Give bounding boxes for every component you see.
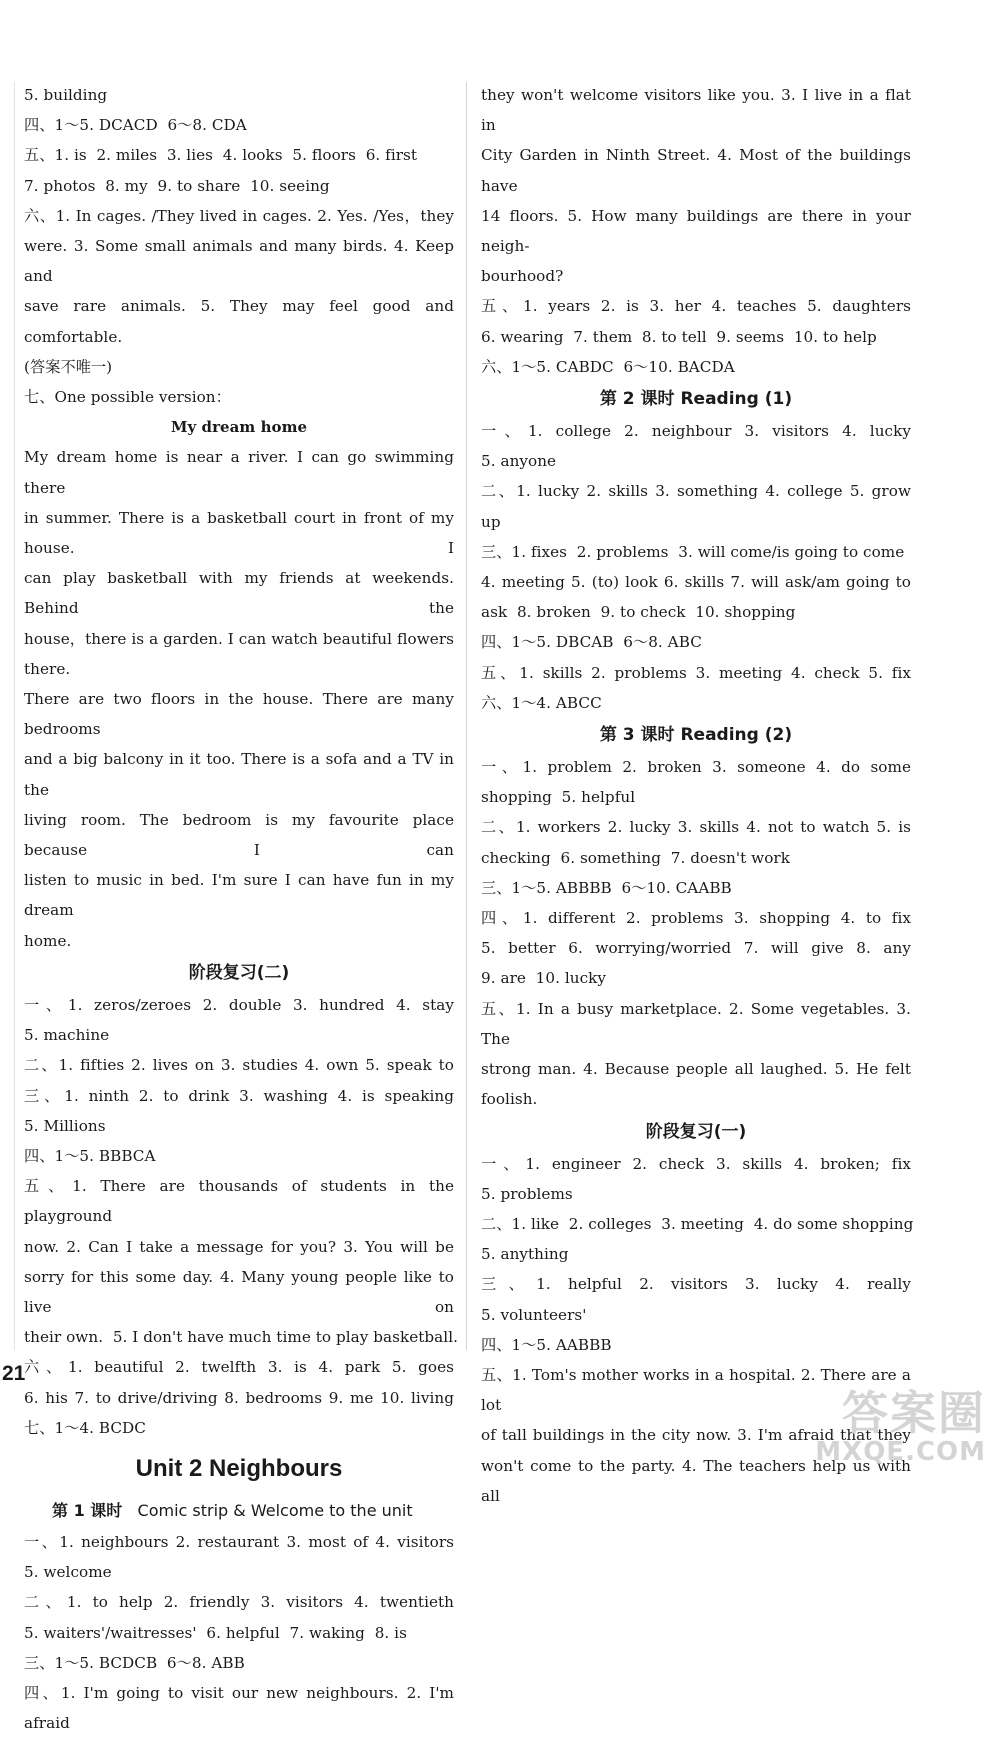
answer-line: bourhood? (481, 267, 564, 286)
answer-line: 三、1～5. ABBBB 6～10. CAABB (481, 878, 732, 897)
answer-line: 二、1. to help 2. friendly 3. visitors 4. twentieth (24, 1593, 454, 1612)
answer-line: shopping 5. helpful (481, 788, 636, 807)
unit-title: Unit 2 Neighbours (135, 1454, 343, 1482)
answer-line: 6. wearing 7. them 8. to tell 9. seems 10. to help (481, 327, 877, 346)
watermark-logo-text: 答案圈 (842, 1386, 986, 1440)
answer-line: 5. problems (481, 1184, 573, 1203)
page-number: 21 (2, 1362, 26, 1385)
answer-line: 5. anything (481, 1245, 569, 1264)
answer-line: 三、1. fixes 2. problems 3. will come/is going to come (481, 542, 905, 561)
answer-line: 5. anyone (481, 452, 557, 471)
answer-line: sorry for this some day. 4. Many young people like to live on (24, 1267, 454, 1316)
answer-line: home. (24, 931, 72, 950)
answer-line: 二、1. workers 2. lucky 3. skills 4. not to watch 5. is (481, 818, 911, 837)
lesson-heading (24, 1495, 454, 1527)
answer-line: now. 2. Can I take a message for you? 3. You will be (24, 1237, 454, 1256)
answer-line: 四、1～5. DBCAB 6～8. ABC (481, 633, 702, 652)
left-answer-column (24, 80, 458, 1738)
answer-line: 一、1. zeros/zeroes 2. double 3. hundred 4. stay (24, 995, 454, 1014)
section-heading: 第 2 课时 Reading (1) (599, 389, 793, 410)
answer-line: 二、1. like 2. colleges 3. meeting 4. do some shopping (481, 1214, 914, 1233)
answer-line: 四、1. I'm going to visit our new neighbours. 2. I'm afraid (24, 1683, 454, 1733)
answer-line: strong man. 4. Because people all laughed. 5. He felt (481, 1060, 911, 1079)
answer-line: can play basketball with my friends at weekends. Behind the (24, 569, 454, 618)
answer-line: 六、1～4. ABCC (481, 693, 602, 712)
answer-line: 四、1. different 2. problems 3. shopping 4. to fix (481, 909, 911, 928)
answer-line: 二、1. lucky 2. skills 3. something 4. college 5. grow (481, 482, 911, 501)
answer-line: (答案不唯一) (24, 357, 113, 376)
answer-line: 二、1. fifties 2. lives on 3. studies 4. own 5. speak to (24, 1056, 454, 1075)
site-watermark (815, 1388, 986, 1466)
answer-line: 五、1. Tom's mother works in a hospital. 2. There are a lot (481, 1365, 911, 1415)
answer-line: 9. are 10. lucky (481, 969, 607, 988)
answer-line: and a big balcony in it too. There is a sofa and a TV in the (24, 750, 454, 799)
answer-line: 三、1. helpful 2. visitors 3. lucky 4. really (481, 1275, 911, 1294)
answer-line: City Garden in Ninth Street. 4. Most of the buildings have (481, 146, 911, 195)
answer-line: in summer. There is a basketball court in front of my house. I (24, 508, 454, 558)
lesson-subtitle: Comic strip & Welcome to the unit (137, 1500, 413, 1520)
answer-line: 七、1～4. BCDC (24, 1418, 146, 1437)
answer-line: 5. building (24, 86, 108, 104)
answer-line: 三、1. ninth 2. to drink 3. washing 4. is speaking (24, 1086, 454, 1105)
answer-line: 14 floors. 5. How many buildings are there in your neigh- (481, 206, 911, 256)
answer-line: 5. volunteers' (481, 1305, 587, 1324)
answer-line: 5. welcome (24, 1563, 112, 1582)
answer-line: 一、1. college 2. neighbour 3. visitors 4. lucky (481, 422, 911, 441)
answer-line: their own. 5. I don't have much time to play basketball. (24, 1328, 458, 1347)
answer-line: 一、1. engineer 2. check 3. skills 4. broken; fix (481, 1154, 911, 1173)
column-divider (466, 82, 467, 1350)
answer-line: listen to music in bed. I'm sure I can have fun in my dream (24, 871, 454, 920)
answer-line: up (481, 512, 501, 531)
answer-line: 6. his 7. to drive/driving 8. bedrooms 9. me 10. living (24, 1388, 454, 1407)
answer-line: My dream home is near a river. I can go swimming there (24, 448, 454, 497)
answer-line: 六、1～5. CABDC 6～10. BACDA (481, 357, 735, 376)
answer-line: 四、1～5. BBBCA (24, 1146, 156, 1165)
answer-line: 三、1～5. BCDCB 6～8. ABB (24, 1653, 245, 1672)
answer-line: 五、1. is 2. miles 3. lies 4. looks 5. floors 6. first (24, 146, 418, 165)
answer-line: 5. waiters'/waitresses' 6. helpful 7. waking 8. is (24, 1623, 407, 1642)
answer-line: 5. Millions (24, 1116, 106, 1135)
left-margin-rule (14, 82, 15, 1350)
answer-line: 一、1. neighbours 2. restaurant 3. most of 4. visitors (24, 1532, 454, 1551)
answer-line: 五、1. In a busy marketplace. 2. Some vegetables. 3. The (481, 999, 911, 1048)
answer-line: 六、1. beautiful 2. twelfth 3. is 4. park 5. goes (24, 1358, 454, 1377)
answer-line: 5. better 6. worrying/worried 7. will give 8. any (481, 939, 911, 958)
answer-line: won't come to the party. 4. The teachers help us with all (481, 1456, 911, 1505)
answer-line: they won't welcome visitors like you. 3. I live in a flat in (481, 86, 911, 135)
answer-line: 五、1. years 2. is 3. her 4. teaches 5. daughters (481, 297, 911, 316)
answer-line: ask 8. broken 9. to check 10. shopping (481, 603, 796, 622)
answer-line: checking 6. something 7. doesn't work (481, 848, 790, 867)
essay-title: My dream home (170, 418, 308, 437)
answer-line: living room. The bedroom is my favourite place because I can (24, 810, 454, 860)
watermark-url: MXQE.COM (815, 1437, 986, 1467)
answer-line: save rare animals. 5. They may feel good and comfortable. (24, 297, 454, 346)
answer-line: 五、1. skills 2. problems 3. meeting 4. check 5. fix (481, 663, 911, 682)
answer-line: were. 3. Some small animals and many birds. 4. Keep and (24, 237, 454, 286)
answer-line: 一、1. problem 2. broken 3. someone 4. do some (481, 758, 911, 777)
answer-line: 5. machine (24, 1026, 110, 1045)
answer-line: 7. photos 8. my 9. to share 10. seeing (24, 176, 330, 195)
answer-line: 六、1. In cages. /They lived in cages. 2. Yes. /Yes，they (24, 206, 454, 225)
answer-line: of tall buildings in the city now. 3. I'm afraid that they (481, 1426, 911, 1445)
section-heading: 阶段复习(一) (645, 1121, 747, 1142)
answer-line: 四、1～5. DCACD 6～8. CDA (24, 116, 247, 135)
answer-line: 七、One possible version： (24, 388, 231, 407)
answer-line: There are two floors in the house. There are many bedrooms (24, 690, 454, 739)
answer-line: house，there is a garden. I can watch beautiful flowers there. (24, 629, 454, 678)
answer-line: 四、1～5. AABBB (481, 1335, 612, 1354)
answer-line: 4. meeting 5. (to) look 6. skills 7. will ask/am going to (481, 573, 911, 592)
section-heading: 第 3 课时 Reading (2) (599, 725, 793, 746)
answer-line: 五、1. There are thousands of students in the playground (24, 1177, 454, 1226)
lesson-number: 第 1 课时 (52, 1500, 123, 1520)
section-heading: 阶段复习(二) (188, 962, 290, 983)
answer-line: foolish. (481, 1090, 538, 1109)
